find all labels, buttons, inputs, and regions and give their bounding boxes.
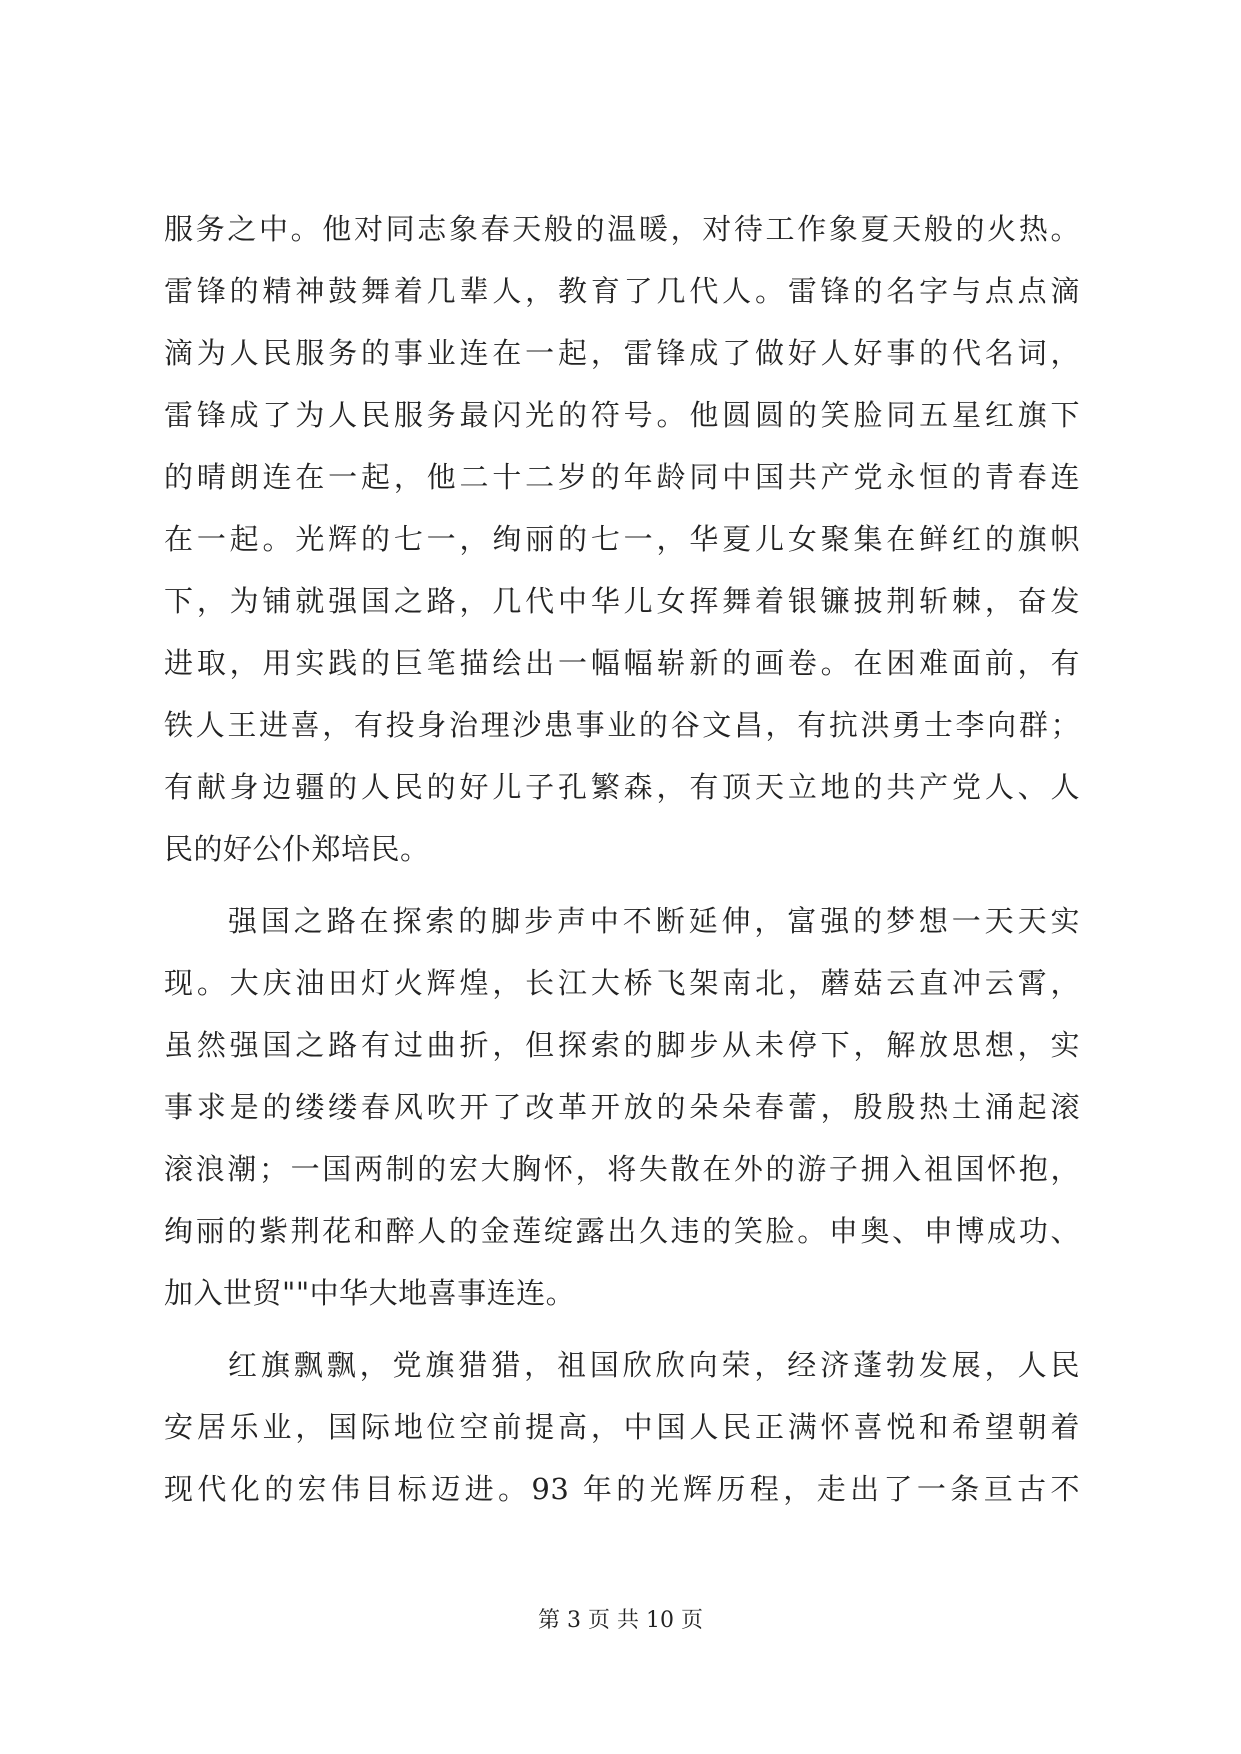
text-line: 雷锋的精神鼓舞着几辈人，教育了几代人。雷锋的名字与点点滴 [164, 274, 1080, 308]
page-number-footer: 第 3 页 共 10 页 [538, 1608, 703, 1633]
text-line: 现。大庆油田灯火辉煌，长江大桥飞架南北，蘑菇云直冲云霄， [164, 966, 1080, 1000]
text-line: 铁人王进喜，有投身治理沙患事业的谷文昌，有抗洪勇士李向群； [164, 708, 1080, 742]
text-line: 民的好公仆郑培民。 [164, 832, 430, 866]
document-body [164, 198, 1080, 1520]
text-line: 进取，用实践的巨笔描绘出一幅幅崭新的画卷。在困难面前，有 [164, 646, 1080, 680]
text-line: 的晴朗连在一起，他二十二岁的年龄同中国共产党永恒的青春连 [164, 460, 1080, 494]
paragraph-gap [164, 880, 1080, 890]
text-line: 下，为铺就强国之路，几代中华儿女挥舞着银镰披荆斩棘，奋发 [164, 584, 1080, 618]
text-line: 服务之中。他对同志象春天般的温暖，对待工作象夏天般的火热。 [164, 212, 1080, 246]
text-line: 在一起。光辉的七一，绚丽的七一，华夏儿女聚集在鲜红的旗帜 [164, 522, 1080, 556]
text-line: 强国之路在探索的脚步声中不断延伸，富强的梦想一天天实 [228, 904, 1080, 938]
paragraph-gap [164, 1324, 1080, 1334]
text-line: 滴为人民服务的事业连在一起，雷锋成了做好人好事的代名词， [164, 336, 1080, 370]
text-line: 红旗飘飘，党旗猎猎，祖国欣欣向荣，经济蓬勃发展，人民 [228, 1348, 1080, 1382]
text-line: 安居乐业，国际地位空前提高，中国人民正满怀喜悦和希望朝着 [164, 1410, 1080, 1444]
text-line: 加入世贸""中华大地喜事连连。 [164, 1276, 576, 1310]
text-line: 绚丽的紫荆花和醉人的金莲绽露出久违的笑脸。申奥、申博成功、 [164, 1214, 1080, 1248]
text-line: 虽然强国之路有过曲折，但探索的脚步从未停下，解放思想，实 [164, 1028, 1080, 1062]
text-line: 现代化的宏伟目标迈进。93 年的光辉历程，走出了一条亘古不 [164, 1472, 1080, 1506]
text-line: 雷锋成了为人民服务最闪光的符号。他圆圆的笑脸同五星红旗下 [164, 398, 1080, 432]
text-line: 滚浪潮；一国两制的宏大胸怀，将失散在外的游子拥入祖国怀抱， [164, 1152, 1080, 1186]
text-line: 有献身边疆的人民的好儿子孔繁森，有顶天立地的共产党人、人 [164, 770, 1080, 804]
text-line: 事求是的缕缕春风吹开了改革开放的朵朵春蕾，殷殷热土涌起滚 [164, 1090, 1080, 1124]
